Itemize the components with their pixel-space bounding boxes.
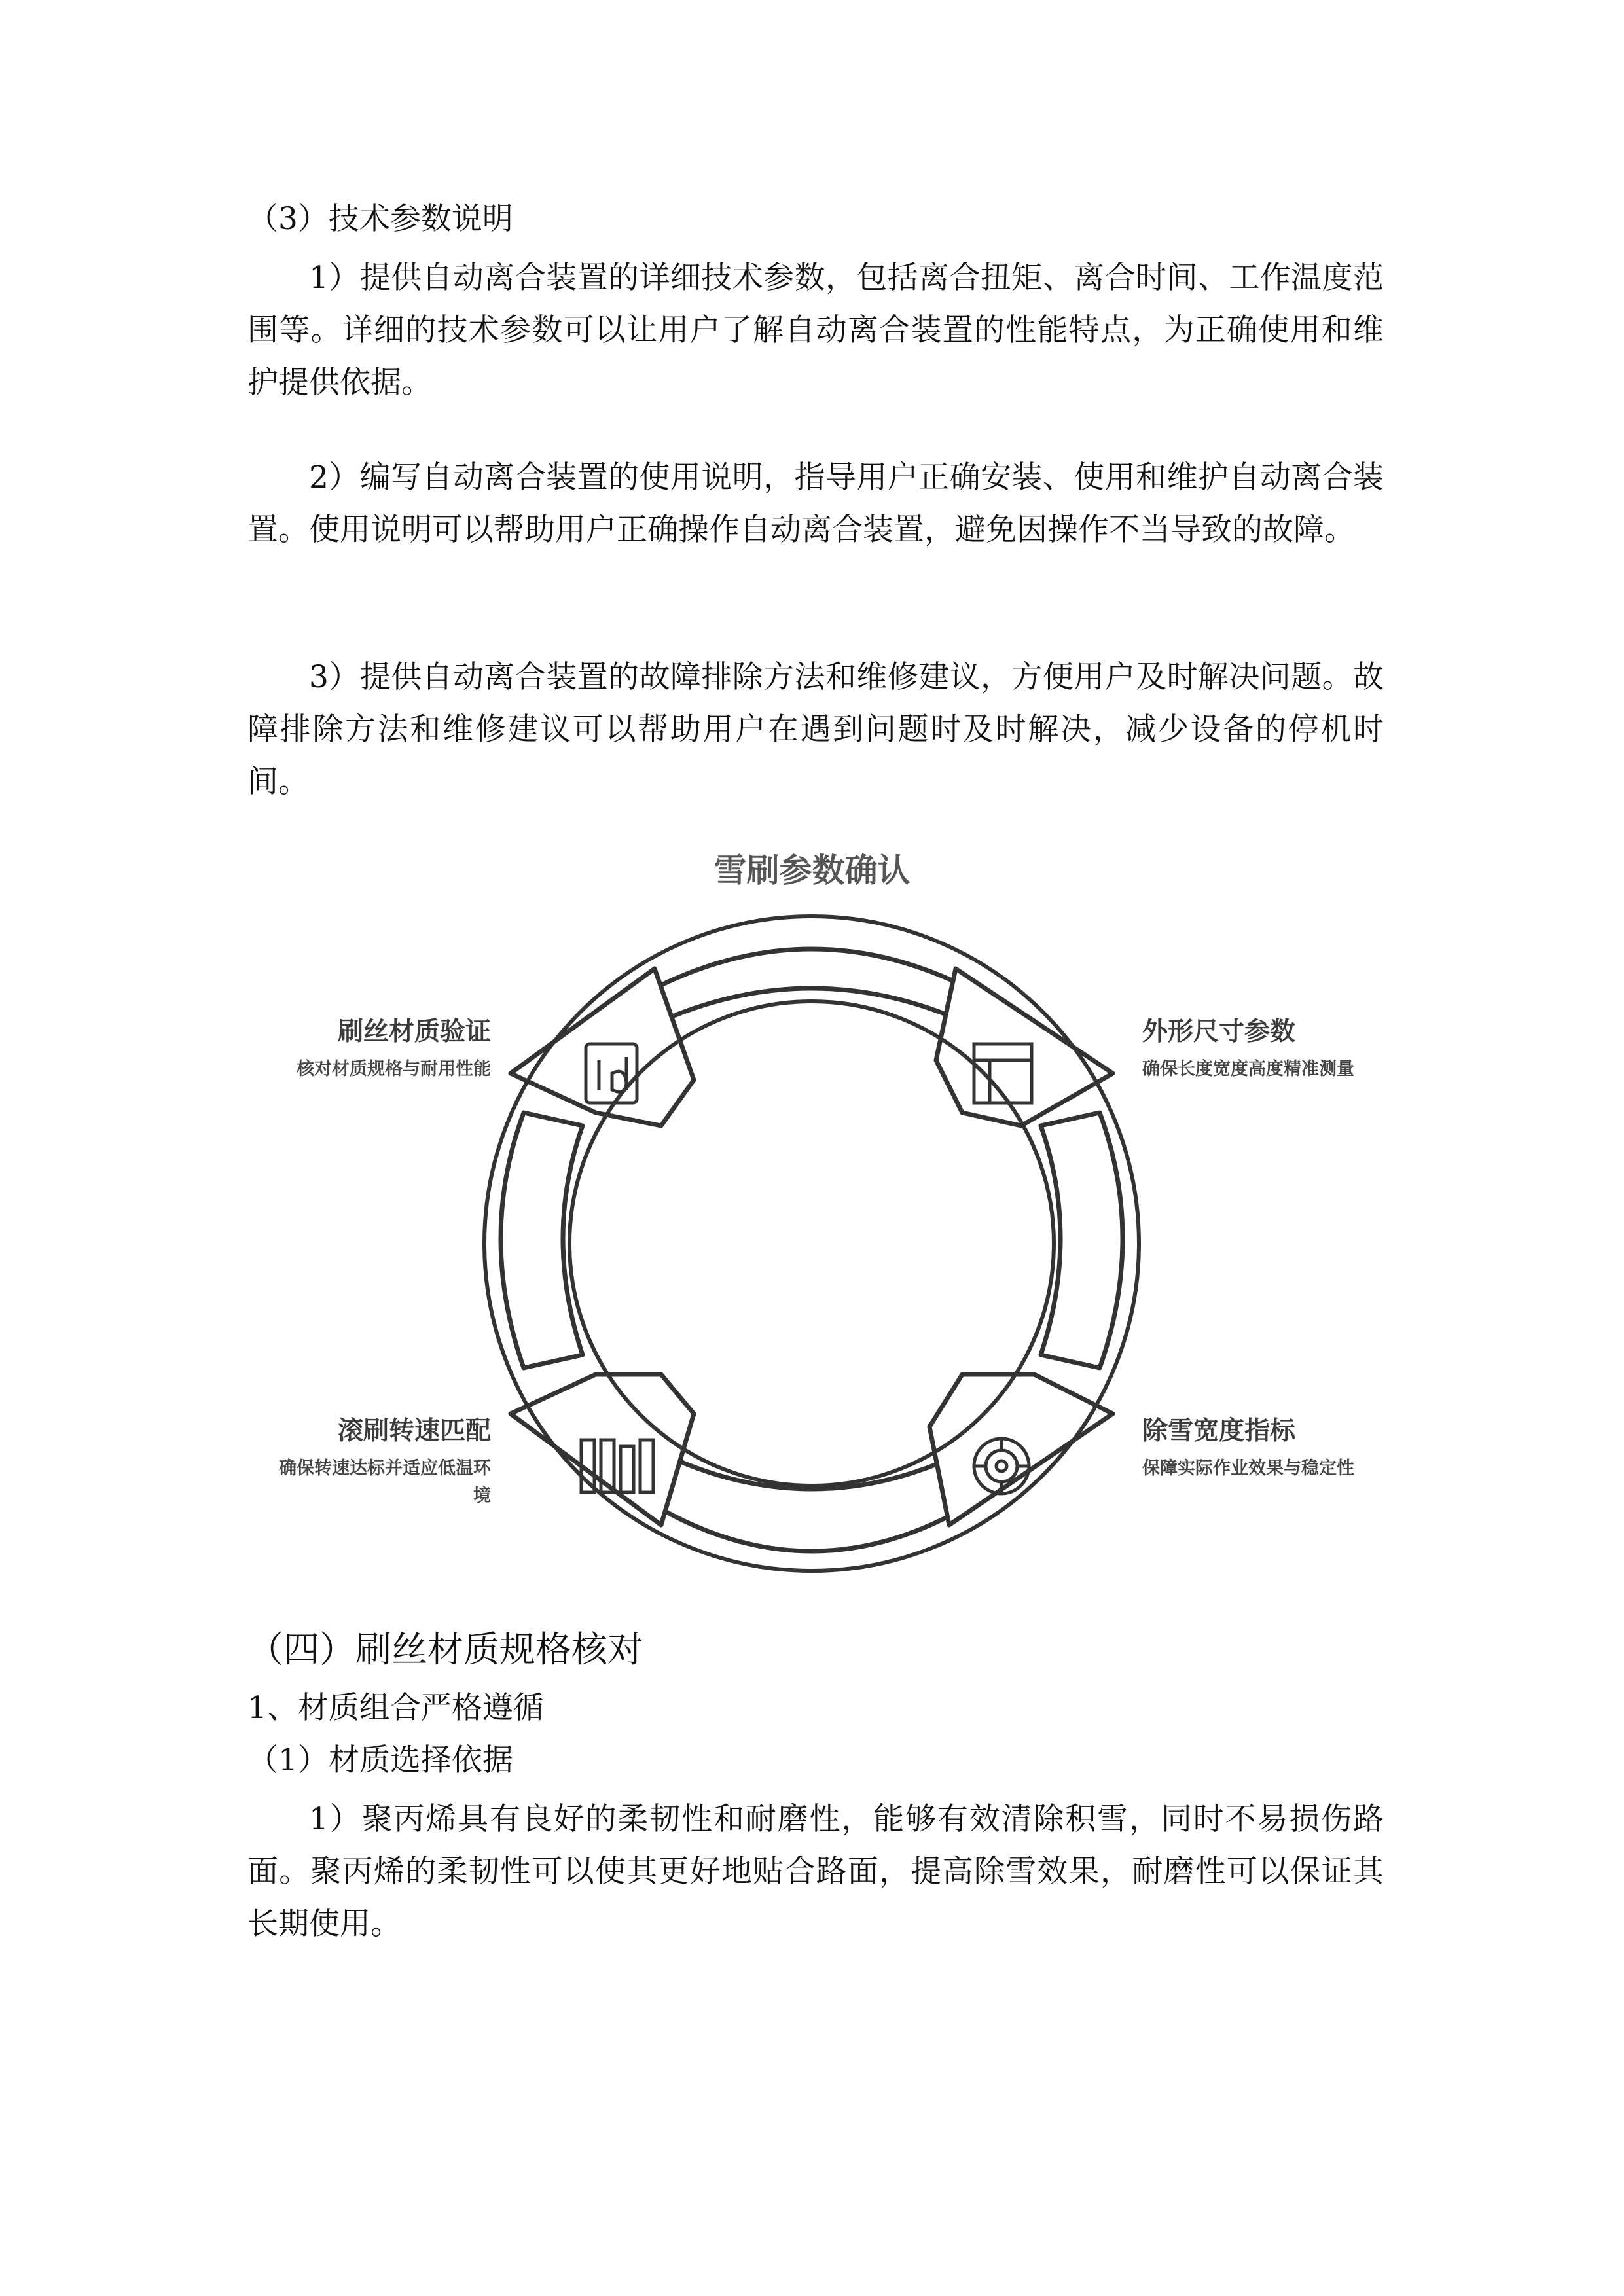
paragraph-2: 2）编写自动离合装置的使用说明，指导用户正确安装、使用和维护自动离合装置。使用说明可以帮助用户正确操作自动离合装置，避免因操作不当导致的故障。: [247, 459, 1384, 548]
paragraph-polypropylene: 1）聚丙烯具有良好的柔韧性和耐磨性，能够有效清除积雪，同时不易损伤路面。聚丙烯的柔韧性可以使其更好地贴合路面，提高除雪效果，耐磨性可以保证其长期使用。: [247, 1801, 1384, 1942]
label-title: 外形尺寸参数: [1142, 1017, 1296, 1047]
diagram-title: 雪刷参数确认: [713, 852, 911, 889]
cycle-diagram: [0, 825, 1624, 1610]
arrow-bottom-right: [929, 1374, 1113, 1525]
label-clearing-width: [1142, 1410, 1371, 1482]
label-desc: 确保长度宽度高度精准测量: [1142, 1059, 1354, 1079]
section-heading-tech-params: （3）技术参数说明: [247, 201, 513, 237]
label-roller-speed: [262, 1410, 491, 1510]
label-dimensions: [1142, 1011, 1371, 1083]
label-title: 除雪宽度指标: [1142, 1416, 1296, 1446]
subheading-material-combo: 1、材质组合严格遵循: [247, 1690, 544, 1726]
ring-segment-bottom: [655, 1453, 969, 1551]
label-desc: 保障实际作业效果与稳定性: [1142, 1458, 1354, 1479]
subheading-material-basis: （1）材质选择依据: [247, 1742, 513, 1778]
label-desc: 确保转速达标并适应低温环境: [279, 1458, 491, 1506]
label-title: 滚刷转速匹配: [337, 1416, 491, 1446]
label-title: 刷丝材质验证: [337, 1017, 491, 1047]
label-brush-material: [262, 1011, 491, 1083]
section-heading-brush-spec: （四）刷丝材质规格核对: [247, 1628, 644, 1670]
paragraph-1: 1）提供自动离合装置的详细技术参数，包括离合扭矩、离合时间、工作温度范围等。详细的技术参数可以让用户了解自动离合装置的性能特点，为正确使用和维护提供依据。: [247, 260, 1384, 401]
label-desc: 核对材质规格与耐用性能: [297, 1059, 491, 1079]
paragraph-3: 3）提供自动离合装置的故障排除方法和维修建议，方便用户及时解决问题。故障排除方法和维修建议可以帮助用户在遇到问题时及时解决，减少设备的停机时间。: [247, 659, 1384, 800]
ring-segment-top: [655, 949, 969, 1021]
